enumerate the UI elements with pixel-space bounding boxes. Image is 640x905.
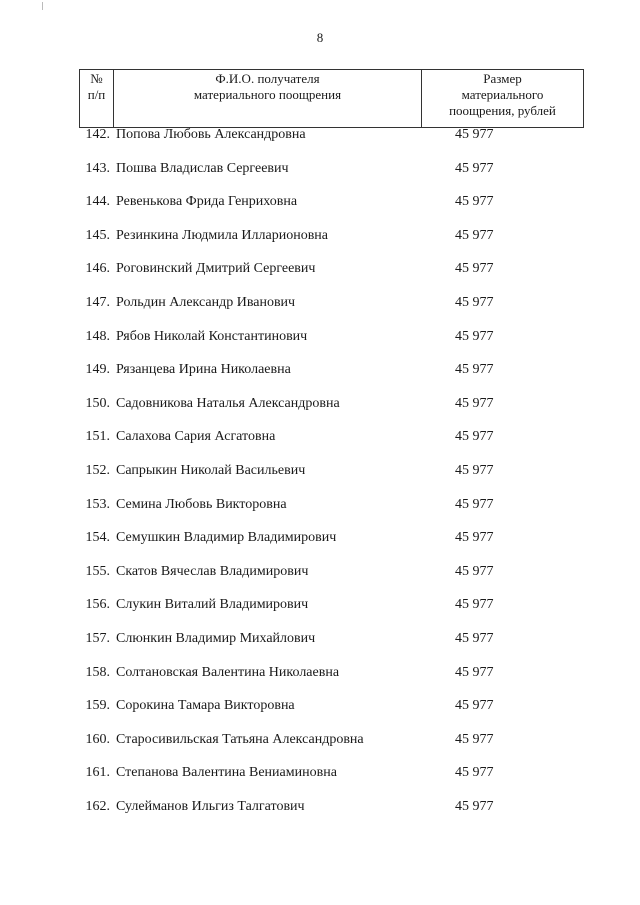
header-col-name-line2: материального поощрения	[193, 87, 342, 102]
table-header	[79, 69, 584, 128]
list-item	[0, 125, 640, 145]
list-item	[0, 159, 640, 179]
scan-mark	[42, 2, 43, 10]
award-amount: 45 977	[455, 765, 494, 781]
list-item	[0, 696, 640, 716]
award-amount: 45 977	[455, 127, 494, 142]
header-col-number	[80, 70, 114, 128]
recipient-name: Ревенькова Фрида Генриховна	[116, 194, 298, 210]
list-item	[0, 528, 640, 548]
award-amount: 45 977	[455, 530, 494, 546]
recipient-name: Роговинский Дмитрий Сергеевич	[116, 261, 316, 277]
award-amount: 45 977	[455, 194, 494, 210]
list-item	[0, 427, 640, 447]
row-number: 162.	[85, 799, 110, 814]
list-item	[0, 293, 640, 313]
list-item	[0, 763, 640, 783]
recipient-name: Старосивильская Татьяна Александровна	[116, 731, 364, 747]
row-number: 146.	[85, 261, 110, 277]
list-item	[0, 327, 640, 347]
list-item	[0, 595, 640, 615]
row-number: 143.	[85, 160, 110, 176]
recipient-name: Слукин Виталий Владимирович	[116, 597, 309, 613]
row-number: 156.	[85, 597, 110, 613]
award-amount: 45 977	[455, 463, 494, 478]
header-col-name	[114, 70, 422, 128]
list-item	[0, 192, 640, 212]
list-item	[0, 730, 640, 750]
row-number: 151.	[85, 429, 110, 445]
list-item	[0, 461, 640, 481]
award-amount: 45 977	[455, 328, 494, 344]
row-number: 157.	[85, 631, 110, 646]
recipient-name: Солтановская Валентина Николаевна	[116, 664, 340, 680]
row-number: 158.	[85, 664, 110, 680]
list-item	[0, 495, 640, 515]
header-col-amount-line3: поощрения, рублей	[449, 103, 556, 118]
award-amount: 45 977	[455, 362, 494, 378]
award-amount: 45 977	[455, 295, 494, 310]
award-amount: 45 977	[455, 731, 494, 747]
header-col-number-line2: п/п	[87, 87, 106, 102]
list-item	[0, 797, 640, 817]
award-amount: 45 977	[455, 261, 494, 277]
award-amount: 45 977	[455, 631, 494, 646]
recipient-name: Сулейманов Ильгиз Талгатович	[116, 799, 305, 814]
row-number: 145.	[85, 227, 110, 243]
recipient-name: Пошва Владислав Сергеевич	[116, 160, 289, 176]
award-amount: 45 977	[455, 799, 494, 814]
list-item	[0, 226, 640, 246]
list-item	[0, 629, 640, 649]
recipient-name: Степанова Валентина Вениаминовна	[116, 765, 337, 781]
recipient-name: Рябов Николай Константинович	[116, 328, 308, 344]
recipient-name: Рязанцева Ирина Николаевна	[116, 362, 291, 378]
recipient-name: Салахова Сария Асгатовна	[116, 429, 276, 445]
header-col-amount-line1: Размер	[483, 71, 522, 86]
award-amount: 45 977	[455, 664, 494, 680]
page-number: 8	[316, 30, 324, 45]
row-number: 144.	[85, 194, 110, 210]
recipient-name: Попова Любовь Александровна	[116, 127, 306, 142]
recipient-name: Сапрыкин Николай Васильевич	[116, 463, 306, 478]
row-number: 154.	[85, 530, 110, 546]
list-item	[0, 394, 640, 414]
recipient-name: Семина Любовь Викторовна	[116, 496, 287, 512]
award-amount: 45 977	[455, 227, 494, 243]
award-amount: 45 977	[455, 160, 494, 176]
row-number: 147.	[85, 295, 110, 310]
list-item	[0, 663, 640, 683]
list-item	[0, 259, 640, 279]
row-number: 159.	[85, 698, 110, 714]
award-amount: 45 977	[455, 698, 494, 714]
header-col-number-line1: №	[90, 71, 103, 86]
row-number: 149.	[85, 362, 110, 378]
row-number: 161.	[85, 765, 110, 781]
recipient-name: Рольдин Александр Иванович	[116, 295, 296, 310]
row-number: 150.	[85, 395, 110, 411]
award-amount: 45 977	[455, 597, 494, 613]
recipient-name: Садовникова Наталья Александровна	[116, 395, 340, 411]
row-number: 160.	[85, 731, 110, 747]
row-number: 152.	[85, 463, 110, 478]
recipient-name: Резинкина Людмила Илларионовна	[116, 227, 329, 243]
recipient-name: Семушкин Владимир Владимирович	[116, 530, 337, 546]
list-item	[0, 562, 640, 582]
row-number: 153.	[85, 496, 110, 512]
recipient-name: Скатов Вячеслав Владимирович	[116, 563, 309, 579]
award-amount: 45 977	[455, 563, 494, 579]
recipient-name: Сорокина Тамара Викторовна	[116, 698, 295, 714]
row-number: 148.	[85, 328, 110, 344]
header-col-name-line1: Ф.И.О. получателя	[215, 71, 320, 86]
header-col-amount-line2: материального	[461, 87, 544, 102]
award-amount: 45 977	[455, 496, 494, 512]
row-number: 142.	[85, 127, 110, 142]
list-item	[0, 360, 640, 380]
award-amount: 45 977	[455, 429, 494, 445]
header-col-amount	[422, 70, 584, 128]
award-amount: 45 977	[455, 395, 494, 411]
recipient-name: Слюнкин Владимир Михайлович	[116, 631, 316, 646]
row-number: 155.	[85, 563, 110, 579]
